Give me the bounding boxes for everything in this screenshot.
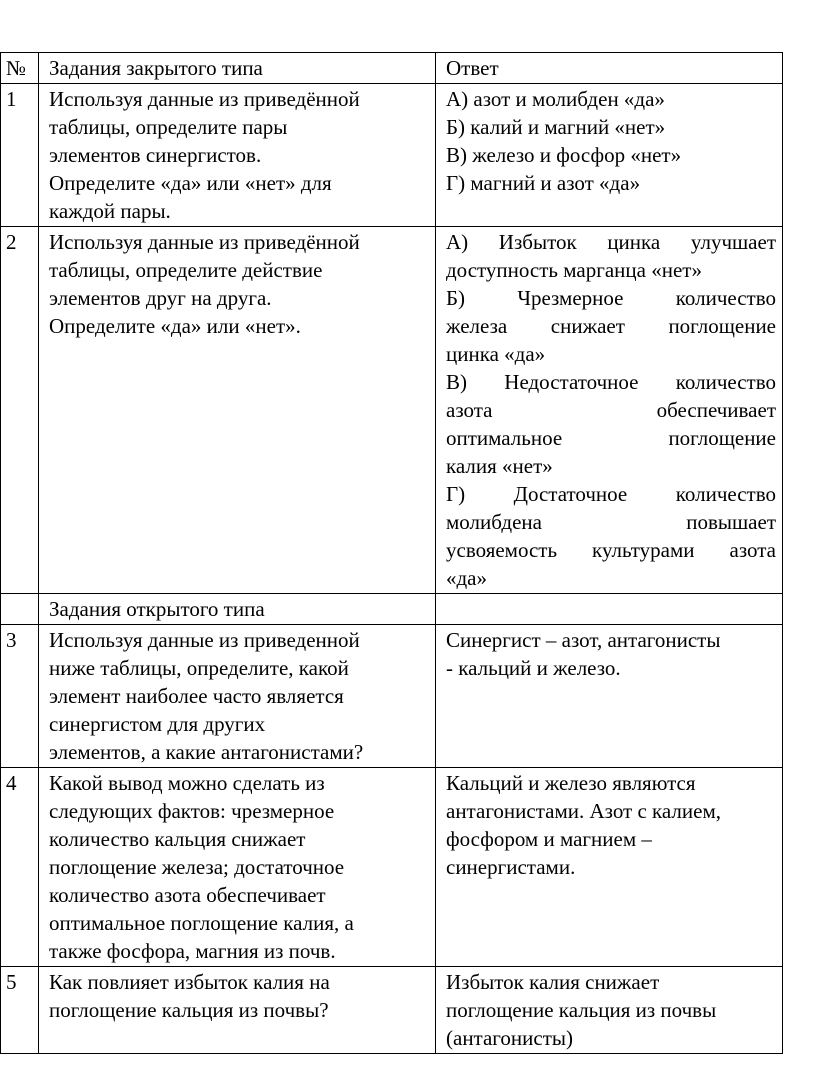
task-line: оптимальное поглощение калия, а xyxy=(49,911,354,935)
task-line: следующих фактов: чрезмерное xyxy=(49,799,335,823)
task-line: элементов синергистов. xyxy=(49,143,262,167)
task-line: количество азота обеспечивает xyxy=(49,883,326,907)
table-row xyxy=(1,625,783,768)
task-line: также фосфора, магния из почв. xyxy=(49,939,336,963)
task-line: элементов, а какие антагонистами? xyxy=(49,740,364,764)
answer-line: Г) магний и азот «да» xyxy=(446,171,641,195)
answer-line: синергистами. xyxy=(446,855,576,879)
answer-line: В) железо и фосфор «нет» xyxy=(446,143,682,167)
answer-line: Кальций и железо являются xyxy=(446,771,696,795)
task-line: Используя данные из приведённой xyxy=(49,87,360,111)
empty-cell xyxy=(436,594,783,625)
answer-line: оптимальное поглощение xyxy=(446,426,776,450)
task-line: Определите «да» или «нет». xyxy=(49,314,301,338)
task-line: Определите «да» или «нет» для xyxy=(49,171,332,195)
answer-cell xyxy=(436,768,783,967)
task-cell xyxy=(39,227,436,594)
answer-line: - кальций и железо. xyxy=(446,656,621,680)
answer-line: азота обеспечивает xyxy=(446,398,776,422)
task-cell xyxy=(39,967,436,1054)
answer-line: (антагонисты) xyxy=(446,1026,573,1050)
table-row xyxy=(1,227,783,594)
answer-line: доступность марганца «нет» xyxy=(446,258,702,282)
answer-line: А) Избыток цинка улучшает xyxy=(446,230,776,254)
task-cell xyxy=(39,768,436,967)
task-line: Как повлияет избыток калия на xyxy=(49,970,330,994)
answer-line: Г) Достаточное количество xyxy=(446,482,776,506)
task-line: каждой пары. xyxy=(49,199,171,223)
answer-cell xyxy=(436,84,783,227)
answer-line: антагонистами. Азот с калием, xyxy=(446,799,722,823)
table-row xyxy=(1,768,783,967)
task-line: элемент наиболее часто является xyxy=(49,684,344,708)
answer-line: фосфором и магнием – xyxy=(446,827,652,851)
answer-cell xyxy=(436,625,783,768)
open-tasks-header-row xyxy=(1,594,783,625)
header-closed-tasks: Задания закрытого типа xyxy=(39,53,436,84)
task-line: поглощение железа; достаточное xyxy=(49,855,345,879)
answer-line: Избыток калия снижает xyxy=(446,970,660,994)
answer-line: цинка «да» xyxy=(446,342,546,366)
answer-line: А) азот и молибден «да» xyxy=(446,87,665,111)
answer-line: калия «нет» xyxy=(446,454,553,478)
row-number: 4 xyxy=(1,768,39,967)
answer-line: молибдена повышает xyxy=(446,510,776,534)
table-header-row xyxy=(1,53,783,84)
row-number: 5 xyxy=(1,967,39,1054)
task-cell xyxy=(39,625,436,768)
answer-line: Б) Чрезмерное количество xyxy=(446,286,776,310)
header-answer: Ответ xyxy=(436,53,783,84)
empty-cell xyxy=(1,594,39,625)
answer-line: «да» xyxy=(446,566,488,590)
answer-line: железа снижает поглощение xyxy=(446,314,776,338)
tasks-table xyxy=(0,52,783,1054)
answer-line: поглощение кальция из почвы xyxy=(446,998,717,1022)
task-line: количество кальция снижает xyxy=(49,827,306,851)
header-number: № xyxy=(1,53,39,84)
row-number: 2 xyxy=(1,227,39,594)
answer-line: усвояемость культурами азота xyxy=(446,538,776,562)
task-line: поглощение кальция из почвы? xyxy=(49,998,329,1022)
task-line: таблицы, определите пары xyxy=(49,115,288,139)
task-line: синергистом для других xyxy=(49,712,266,736)
task-line: Используя данные из приведённой xyxy=(49,230,360,254)
task-line: Какой вывод можно сделать из xyxy=(49,771,325,795)
table-row xyxy=(1,84,783,227)
task-line: таблицы, определите действие xyxy=(49,258,323,282)
task-line: элементов друг на друга. xyxy=(49,286,272,310)
task-line: ниже таблицы, определите, какой xyxy=(49,656,349,680)
answer-line: Б) калий и магний «нет» xyxy=(446,115,666,139)
header-open-tasks: Задания открытого типа xyxy=(39,594,436,625)
answer-cell xyxy=(436,227,783,594)
answer-cell xyxy=(436,967,783,1054)
answer-line: Синергист – азот, антагонисты xyxy=(446,628,721,652)
task-line: Используя данные из приведенной xyxy=(49,628,360,652)
row-number: 3 xyxy=(1,625,39,768)
row-number: 1 xyxy=(1,84,39,227)
task-cell xyxy=(39,84,436,227)
answer-line: В) Недостаточное количество xyxy=(446,370,776,394)
table-row xyxy=(1,967,783,1054)
